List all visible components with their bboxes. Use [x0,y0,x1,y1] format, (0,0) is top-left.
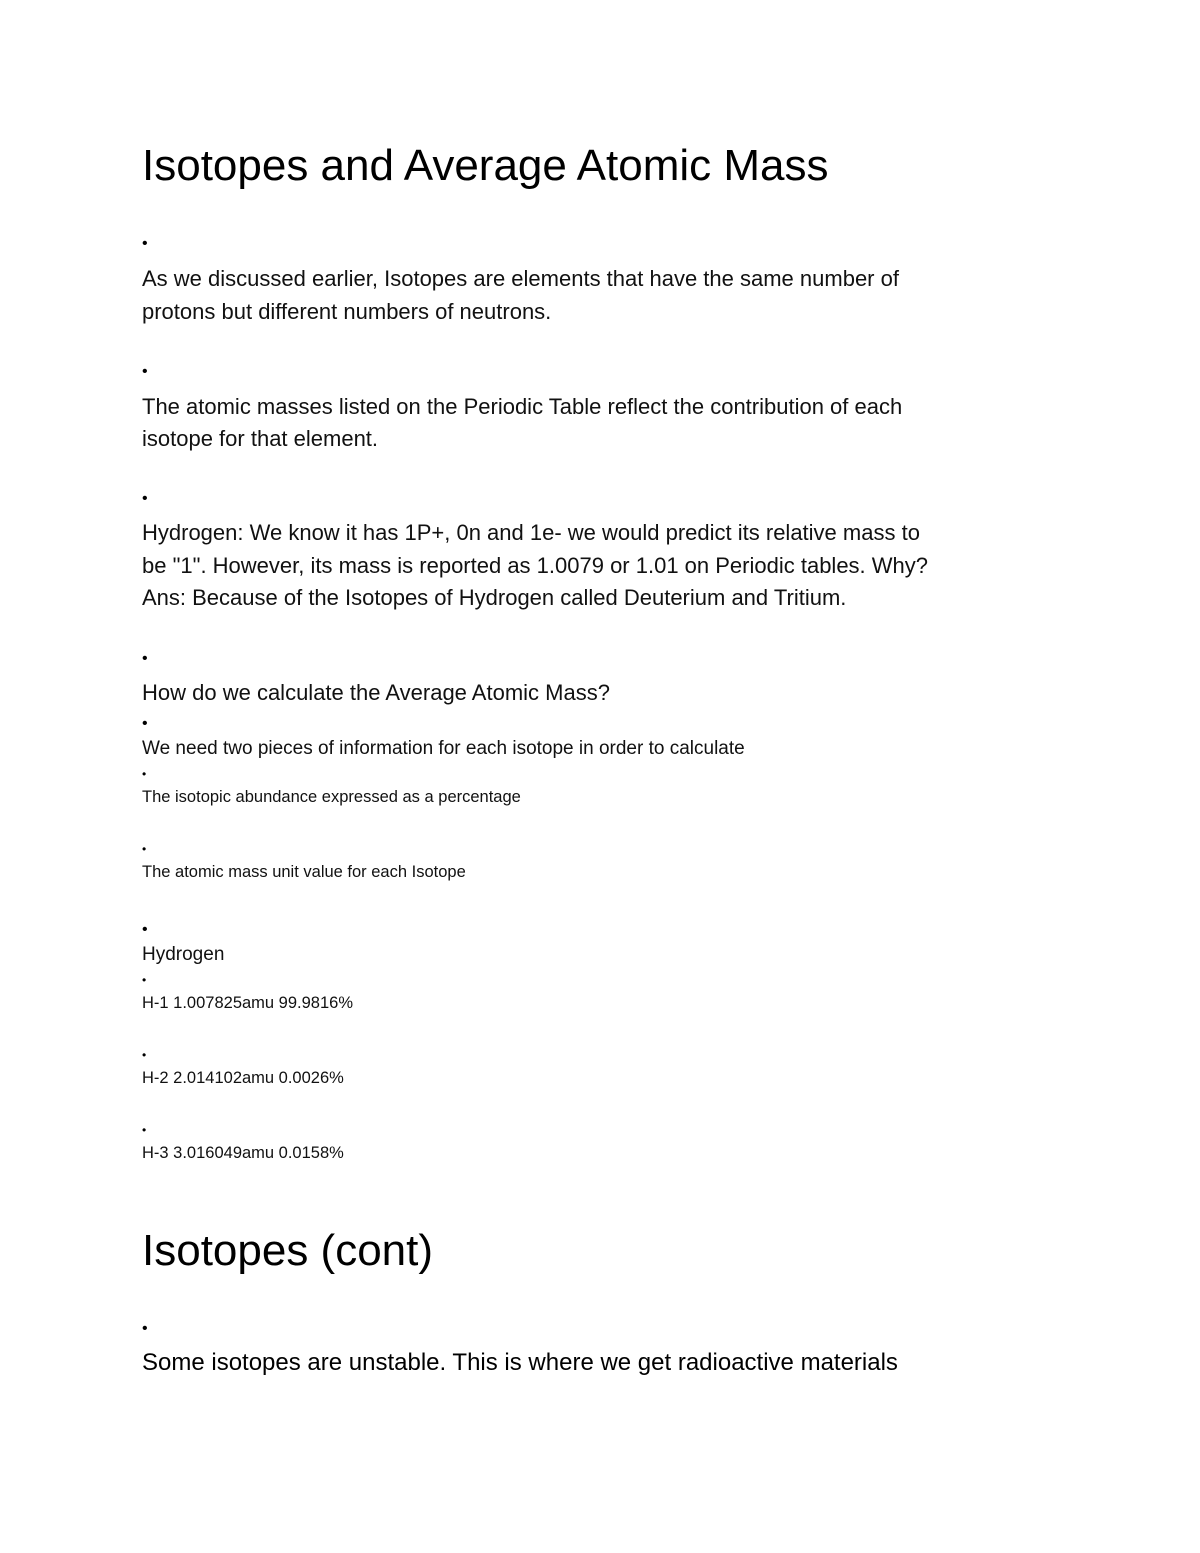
bullet-icon: • [142,235,148,252]
paragraph-line: The isotopic abundance expressed as a percentage [142,788,521,806]
paragraph-line: We need two pieces of information for each isotope in order to calculate [142,738,745,759]
isotope-row: H-3 3.016049amu 0.0158% [142,1144,344,1162]
section-title: Isotopes (cont) [142,1226,434,1275]
bullet-icon: • [142,363,148,380]
paragraph-line: Hydrogen: We know it has 1P+, 0n and 1e- we would predict its relative mass to [142,520,920,545]
bullet-icon: • [142,842,147,856]
paragraph-line: isotope for that element. [142,426,379,451]
isotope-row: H-2 2.014102amu 0.0026% [142,1069,344,1087]
paragraph-line: protons but different numbers of neutrons. [142,299,552,324]
bullet-icon: • [142,1320,148,1337]
paragraph-line: Some isotopes are unstable. This is where we get radioactive materials [142,1349,898,1376]
bullet-icon: • [142,715,148,732]
bullet-icon: • [142,1123,147,1137]
paragraph-line: The atomic masses listed on the Periodic Table reflect the contribution of each [142,394,903,419]
paragraph-line: The atomic mass unit value for each Isotope [142,863,466,881]
bullet-icon: • [142,767,147,781]
paragraph-line: Ans: Because of the Isotopes of Hydrogen called Deuterium and Tritium. [142,585,847,610]
bullet-icon: • [142,921,148,938]
bullet-icon: • [142,650,148,667]
bullet-icon: • [142,490,148,507]
bullet-icon: • [142,973,147,987]
paragraph-line: How do we calculate the Average Atomic Mass? [142,680,610,705]
paragraph-line: As we discussed earlier, Isotopes are elements that have the same number of [142,266,899,291]
bullet-icon: • [142,1048,147,1062]
paragraph-line: be "1". However, its mass is reported as 1.0079 or 1.01 on Periodic tables. Why? [142,553,929,578]
paragraph-line: Hydrogen [142,944,225,965]
section-title: Isotopes and Average Atomic Mass [142,141,829,190]
isotope-row: H-1 1.007825amu 99.9816% [142,994,353,1012]
